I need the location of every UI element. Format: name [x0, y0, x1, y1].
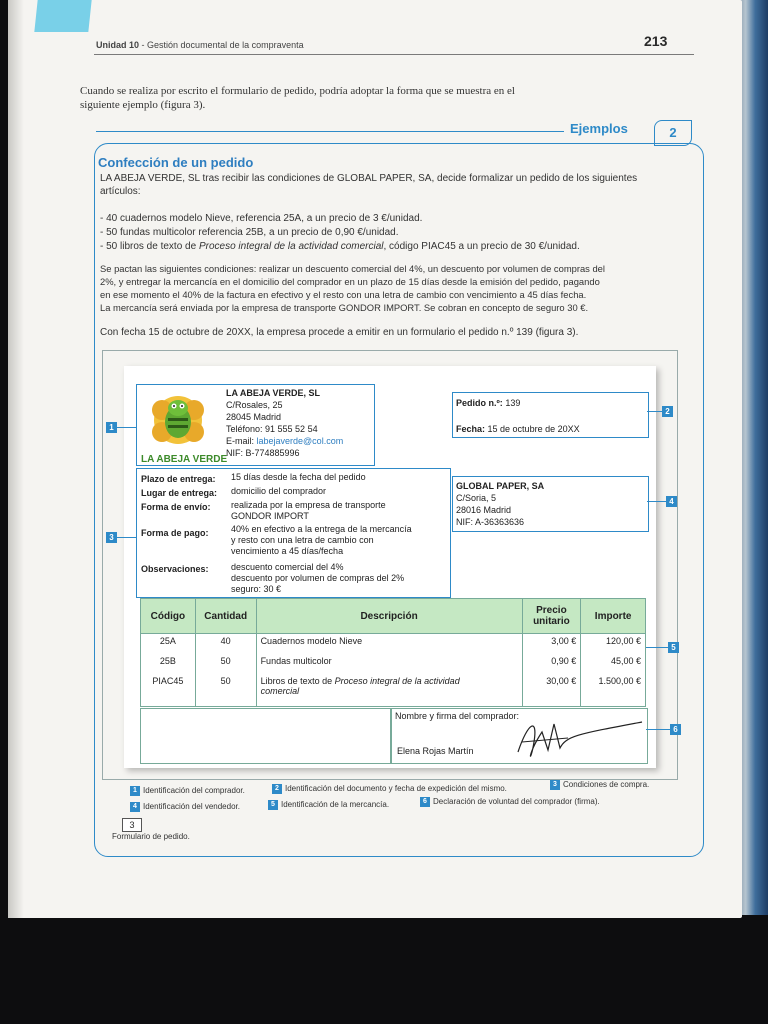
table-row: [141, 674, 646, 707]
buyer-email-label: E-mail:: [226, 436, 257, 446]
payment-value: 40% en efectivo a la entrega de la mercancía: [231, 524, 412, 534]
legend-number: 3: [550, 780, 560, 790]
marker-line: [646, 729, 670, 730]
header-separator: -: [141, 40, 148, 50]
cell-description-title-cont: comercial: [260, 686, 300, 696]
page-number: 213: [644, 33, 668, 49]
observations-value: descuento por volumen de compras del 2%: [231, 573, 405, 583]
delivery-place-value: domicilio del comprador: [231, 486, 327, 496]
cell-description-title: Proceso integral de la actividad: [334, 676, 460, 686]
legend-item-1: [130, 786, 245, 796]
buyer-phone: Teléfono: 91 555 52 54: [226, 424, 318, 434]
observations-value: seguro: 30 €: [231, 584, 282, 594]
cell-unit-price: 30,00 €: [522, 674, 581, 707]
cell-quantity: 50: [195, 674, 256, 707]
signature-label: Nombre y firma del comprador:: [395, 711, 520, 721]
bullet-item: - 40 cuadernos modelo Nieve, referencia 25A, a un precio de 3 €/unidad.: [100, 213, 423, 224]
book-title: Proceso integral de la actividad comercial: [198, 241, 384, 252]
figure-number: 3: [122, 818, 142, 832]
conditions-line: 2%, y entregar la mercancía en el domicilio del comprador en un plazo de 15 días desde la emisión del pedido, pagando: [100, 276, 600, 287]
signature-icon: [508, 712, 648, 760]
marker-1: 1: [106, 422, 117, 433]
bullet-item: [100, 240, 580, 253]
legend-item-4: [130, 802, 240, 812]
shipping-label: Forma de envío:: [141, 502, 211, 512]
intro-paragraph: Cuando se realiza por escrito el formulario de pedido, podría adoptar la forma que se muestra en el siguiente ejemplo (figura 3).: [80, 85, 515, 111]
bullet-item: - 50 fundas multicolor referencia 25B, a un precio de 0,90 €/unidad.: [100, 227, 399, 238]
marker-2: 2: [662, 406, 673, 417]
observations-value: descuento comercial del 4%: [231, 562, 344, 572]
cell-amount: 45,00 €: [581, 654, 646, 674]
cell-quantity: 50: [195, 654, 256, 674]
cell-code: PIAC45: [141, 674, 196, 707]
cell-description-text: Libros de texto de: [260, 676, 335, 686]
conditions-line: en ese momento el 40% de la factura en efectivo y el resto con una letra de cambio con vencimiento a 45 días fecha.: [100, 289, 587, 300]
order-date-label: Fecha:: [456, 424, 486, 434]
shipping-value: GONDOR IMPORT: [231, 511, 309, 521]
page-gutter-shadow: [8, 0, 24, 918]
cell-amount: 1.500,00 €: [581, 674, 646, 707]
marker-line: [117, 427, 136, 428]
buyer-email-link[interactable]: labejaverde@col.com: [256, 436, 344, 446]
col-header-quantity: Cantidad: [195, 599, 256, 634]
seller-name: GLOBAL PAPER, SA: [456, 481, 545, 491]
delivery-place-label: Lugar de entrega:: [141, 488, 218, 498]
col-header-unit-price: Precio unitario: [522, 599, 581, 634]
unit-label: Unidad 10: [96, 40, 140, 50]
buyer-city: 28045 Madrid: [226, 412, 282, 422]
table-row: [141, 634, 646, 655]
legend-number: 5: [268, 800, 278, 810]
signer-name: Elena Rojas Martín: [397, 746, 474, 756]
examples-label: Ejemplos: [570, 121, 628, 136]
empty-notes-box: [140, 708, 392, 764]
cell-quantity: 40: [195, 634, 256, 655]
marker-line: [647, 501, 666, 502]
marker-6: 6: [670, 724, 681, 735]
paragraph-date: Con fecha 15 de octubre de 20XX, la empresa procede a emitir en un formulario el pedido n.º 139 (figura 3).: [100, 327, 579, 338]
col-header-amount: Importe: [581, 599, 646, 634]
cell-description: [256, 674, 522, 707]
cell-amount: 120,00 €: [581, 634, 646, 655]
legend-item-2: [272, 784, 507, 794]
payment-value: y resto con una letra de cambio con: [231, 535, 374, 545]
legend-text: Identificación del vendedor.: [143, 802, 240, 812]
running-header: [96, 40, 304, 50]
order-date-line: [456, 424, 580, 435]
col-header-description: Descripción: [256, 599, 522, 634]
shipping-value: realizada por la empresa de transporte: [231, 500, 386, 510]
marker-5: 5: [668, 642, 679, 653]
seller-nif: NIF: A-36363636: [456, 517, 525, 527]
marker-line: [646, 647, 668, 648]
cell-code: 25A: [141, 634, 196, 655]
conditions-line: La mercancía será enviada por la empresa de transporte GONDOR IMPORT. Se cobran en concepto de seguro 30 €.: [100, 302, 589, 313]
buyer-name: LA ABEJA VERDE, SL: [226, 388, 321, 398]
bullet-text: , código PIAC45 a un precio de 30 €/unidad.: [383, 241, 580, 252]
legend-item-5: [268, 800, 389, 810]
logo-brand-text: LA ABEJA VERDE: [141, 454, 228, 465]
examples-rule: [96, 131, 564, 132]
table-header-row: [141, 599, 646, 634]
legend-text: Condiciones de compra.: [563, 780, 650, 790]
paragraph-intro: LA ABEJA VERDE, SL tras recibir las condiciones de GLOBAL PAPER, SA, decide formalizar un pedido de los siguientes artículos:: [100, 173, 638, 197]
legend-text: Identificación del comprador.: [143, 786, 245, 796]
seller-city: 28016 Madrid: [456, 505, 512, 515]
items-table: [140, 598, 646, 707]
buyer-address: C/Rosales, 25: [226, 400, 283, 410]
cell-unit-price: 0,90 €: [522, 654, 581, 674]
bullet-text: - 50 libros de texto de: [100, 241, 199, 252]
marker-line: [647, 411, 662, 412]
legend-number: 1: [130, 786, 140, 796]
order-date-value: 15 de octubre de 20XX: [487, 424, 580, 434]
buyer-email-line: [226, 436, 343, 447]
conditions-line: Se pactan las siguientes condiciones: realizar un descuento comercial del 4%, un descuento por volumen de compras del: [100, 263, 605, 274]
marker-3: 3: [106, 532, 117, 543]
marker-line: [117, 537, 136, 538]
cell-description: Fundas multicolor: [256, 654, 522, 674]
order-number-value: 139: [505, 398, 521, 408]
seller-address: C/Soria, 5: [456, 493, 497, 503]
legend-number: 4: [130, 802, 140, 812]
payment-value: vencimiento a 45 días/fecha: [231, 546, 344, 556]
delivery-term-value: 15 días desde la fecha del pedido: [231, 472, 366, 482]
order-number-line: [456, 398, 520, 409]
legend-number: 2: [272, 784, 282, 794]
cell-unit-price: 3,00 €: [522, 634, 581, 655]
marker-4: 4: [666, 496, 677, 507]
col-header-code: Código: [141, 599, 196, 634]
unit-title: Gestión documental de la compraventa: [147, 40, 304, 50]
legend-number: 6: [420, 797, 430, 807]
tape-strip: [34, 0, 91, 32]
buyer-nif: NIF: B-774885996: [226, 448, 300, 458]
legend-text: Identificación de la mercancía.: [281, 800, 390, 810]
examples-number-badge: 2: [654, 120, 692, 146]
payment-label: Forma de pago:: [141, 528, 209, 538]
legend-item-6: [420, 797, 600, 807]
legend-item-3: [550, 780, 649, 790]
figure-caption: Formulario de pedido.: [112, 832, 190, 841]
cell-description: Cuadernos modelo Nieve: [256, 634, 522, 655]
legend-text: Identificación del documento y fecha de expedición del mismo.: [285, 784, 507, 794]
section-title: Confección de un pedido: [98, 155, 254, 170]
bee-logo-icon: [140, 390, 216, 454]
delivery-term-label: Plazo de entrega:: [141, 474, 216, 484]
legend-text: Declaración de voluntad del comprador (firma).: [433, 797, 600, 807]
order-number-label: Pedido n.º:: [456, 398, 503, 408]
cell-code: 25B: [141, 654, 196, 674]
observations-label: Observaciones:: [141, 564, 209, 574]
table-row: [141, 654, 646, 674]
header-rule: [94, 54, 694, 55]
